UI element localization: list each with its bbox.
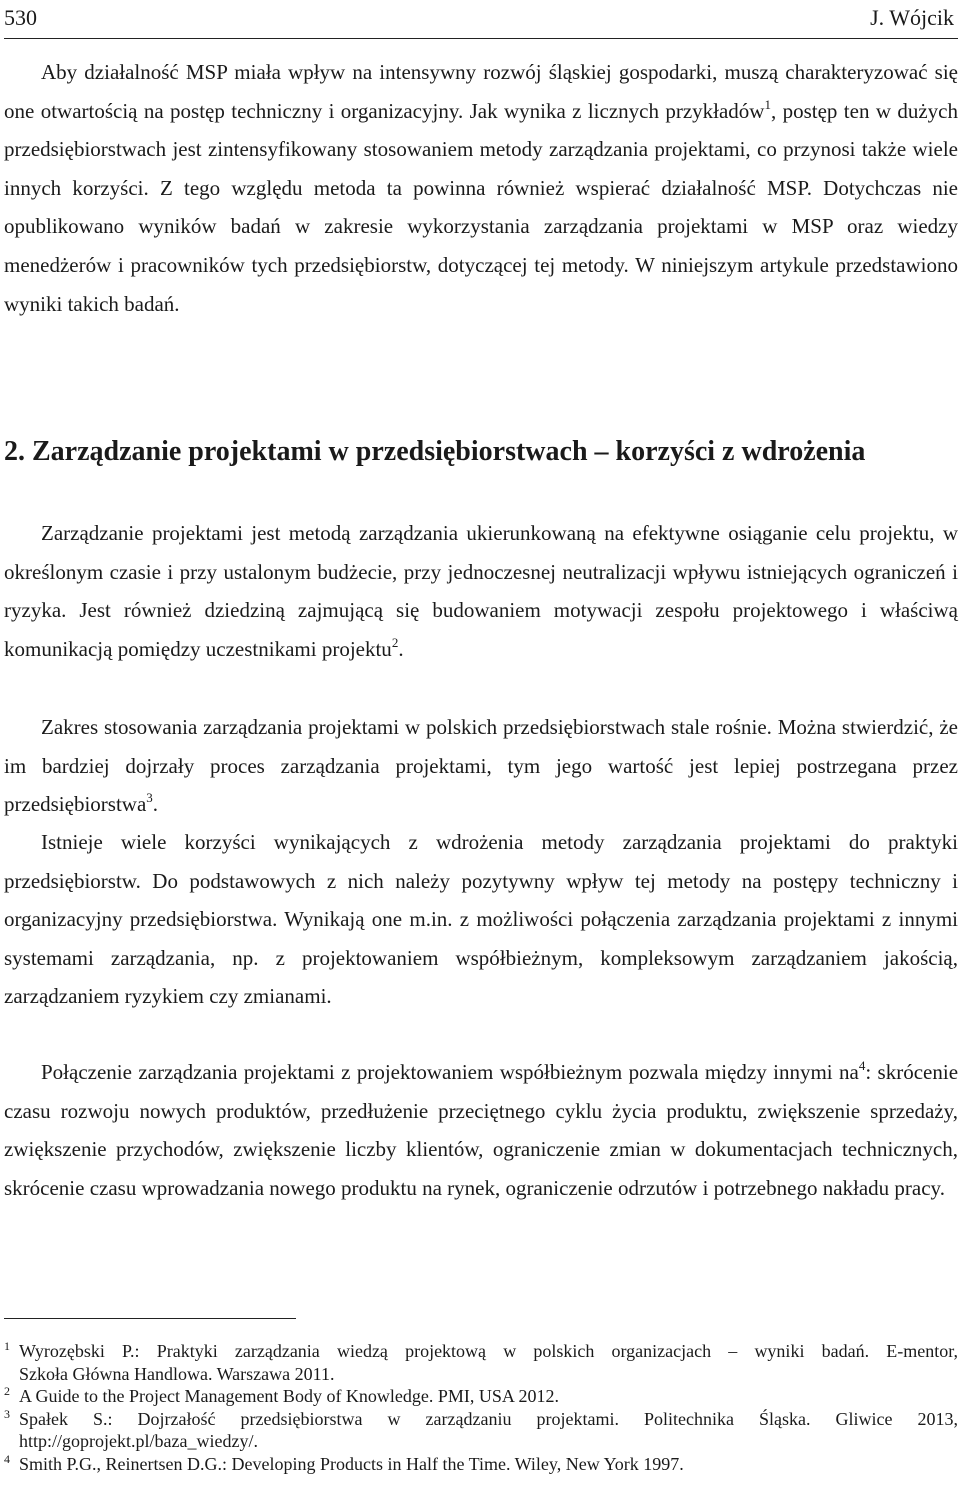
intro-paragraph [4,53,958,323]
footnote-3 [4,1408,958,1453]
footnote-text: A Guide to the Project Management Body of Knowledge. PMI, USA 2012. [19,1386,559,1406]
p2-end: . [398,636,404,661]
intro-text-2: , postęp ten w dużych przedsiębiorstwach jest zintensyfikowany stosowaniem metody zarządzania projektami, co przynosi także wiele innych korzyści. Z tego względu metoda ta powinna również wspierać działalność MSP. Dotychczas nie opublikowano wyników badań w zakresie wykorzystania zarządzania projektami w MSP oraz wiedzy menedżerów i pracowników tych przedsiębiorstw, dotyczącej tej metody. W niniejszym artykule przedstawiono wyniki takich badań. [4,98,959,316]
footnote-number: 1 [4,1339,10,1353]
footnote-link[interactable]: http://goprojekt.pl/baza_wiedzy/. [19,1431,258,1451]
footnote-rule [4,1318,296,1319]
p5-text-2: : skrócenie czasu rozwoju nowych produktów, przedłużenie przeciętnego cyklu życia produktu, zwiększenie sprzedaży, zwiększenie przychodów, zwiększenie liczby klientów, ograniczenie zmian w dokumentacjach technicznych, skrócenie czasu wprowadzania nowego produktu na rynek, ograniczenie odrzutów i potrzebnego nakładu pracy. [4,1060,959,1200]
running-header [4,2,954,34]
body-paragraph-scope [4,708,958,824]
footnote-text: Smith P.G., Reinertsen D.G.: Developing Products in Half the Time. Wiley, New York 1997. [19,1453,684,1474]
body-paragraph-benefits: Istnieje wiele korzyści wynikających z wdrożenia metody zarządzania projektami do praktyki przedsiębiorstw. Do podstawowych z nich należy pozytywny wpływ tej metody na postępy techniczny i organizacyjny przedsiębiorstwa. Wynikają one m.in. z możliwości połączenia zarządzania projektami z innymi systemami zarządzania, np. z projektowaniem współbieżnym, kompleksowym zarządzaniem jakością, zarządzaniem ryzykiem czy zmianami. [4,830,958,1009]
footnote-number: 2 [4,1384,10,1398]
footnote-ref-3[interactable]: 3 [146,790,153,806]
footnote-2 [4,1385,958,1408]
header-rule [4,38,958,39]
footnote-text: Wyrozębski P.: Praktyki zarządzania wiedzą projektową w polskich organizacjach – wyniki badań. E-mentor, [19,1341,958,1361]
footnote-number: 4 [4,1451,10,1466]
p2-text: Zarządzanie projektami jest metodą zarządzania ukierunkowaną na efektywne osiąganie celu projektu, w określonym czasie i przy ustalonym budżecie, przy jednoczesnej neutralizacji wpływu istniejących ograniczeń i ryzyka. Jest również dziedziną zajmującą się budowaniem motywacji zespołu projektowego i właściwą komunikacją pomiędzy uczestnikami projektu [4,521,958,661]
footnote-ref-1[interactable]: 1 [764,96,771,112]
footnote-ref-2[interactable]: 2 [391,634,399,650]
body-paragraph-concurrent [4,1053,958,1207]
footnote-text-cont: Szkoła Główna Handlowa. Warszawa 2011. [19,1363,335,1384]
footnotes [4,1340,958,1475]
running-author: J. Wójcik [870,5,954,30]
p5-text-1: Połączenie zarządzania projektami z projektowaniem współbieżnym pozwala między innymi na [41,1060,859,1084]
p3-text: Zakres stosowania zarządzania projektami w polskich przedsiębiorstwach stale rośnie. Można stwierdzić, że im bardziej dojrzały proces zarządzania projektami, tym jego wartość jest lepiej postrzegana przez przedsiębiorstwa [4,715,958,817]
p3-end: . [152,792,159,817]
body-paragraph-definition [4,514,958,668]
intro-text-1: Aby działalność MSP miała wpływ na intensywny rozwój śląskiej gospodarki, muszą charakteryzować się one otwartością na postęp techniczny i organizacyjny. Jak wynika z licznych przykładów [4,60,958,123]
page-number: 530 [4,5,37,30]
footnote-number: 3 [4,1406,10,1421]
footnote-4 [4,1453,958,1476]
footnote-text: Spałek S.: Dojrzałość przedsiębiorstwa w zarządzaniu projektami. Politechnika Śląska. Gliwice 2013, [19,1408,958,1429]
footnote-1 [4,1340,958,1385]
footnote-ref-4[interactable]: 4 [858,1058,866,1073]
section-heading: 2. Zarządzanie projektami w przedsiębiorstwach – korzyści z wdrożenia [4,436,866,467]
